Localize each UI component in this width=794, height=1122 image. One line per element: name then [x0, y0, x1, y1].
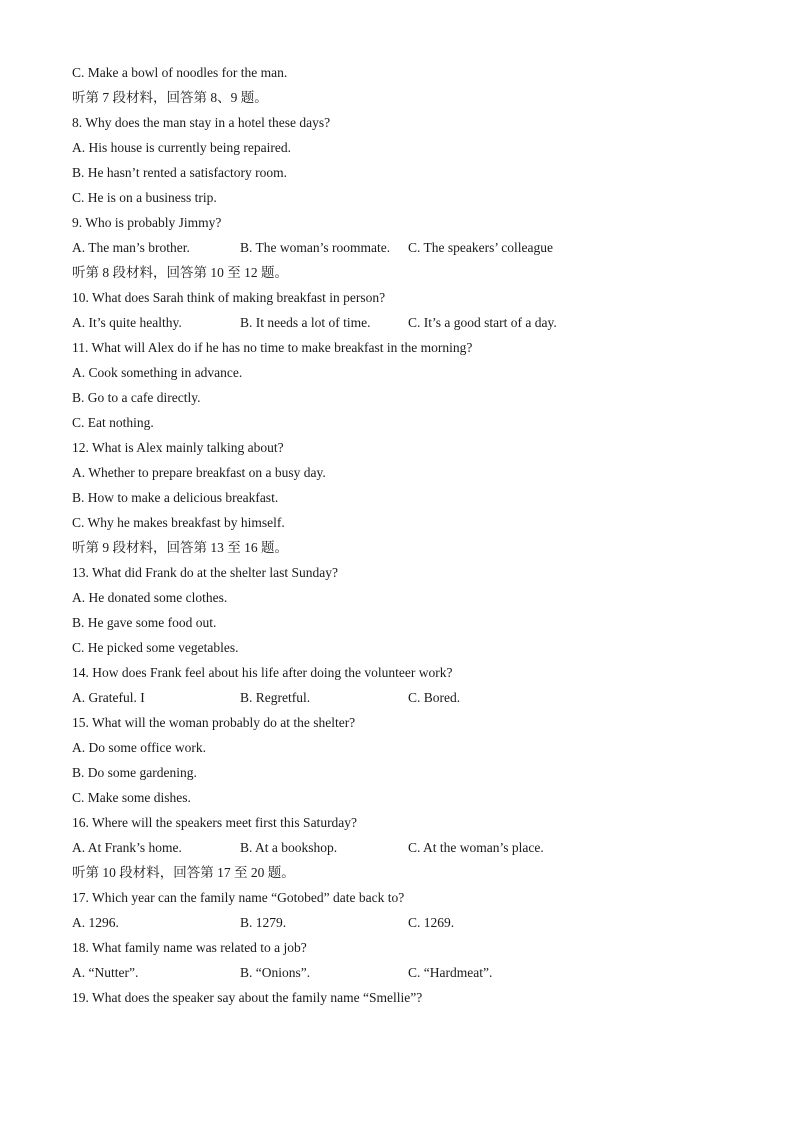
section-instruction: 听第 7 段材料，回答第 8、9 题。	[72, 90, 268, 105]
answer-option: C. 1269.	[408, 915, 455, 930]
answer-option: C. It’s a good start of a day.	[408, 315, 557, 330]
question-line: 11. What will Alex do if he has no time to make breakfast in the morning?	[72, 340, 473, 355]
answer-option: B. He gave some food out.	[72, 615, 217, 630]
question-line: 18. What family name was related to a job?	[72, 940, 307, 955]
answer-option: A. Grateful. I	[72, 690, 145, 705]
question-line: 15. What will the woman probably do at the shelter?	[72, 715, 356, 730]
answer-option: B. Go to a cafe directly.	[72, 390, 201, 405]
answer-option: C. Make some dishes.	[72, 790, 191, 805]
question-line: 12. What is Alex mainly talking about?	[72, 440, 284, 455]
option-row	[72, 914, 732, 939]
answer-option: B. The woman’s roommate.	[240, 240, 391, 255]
question-line: 16. Where will the speakers meet first this Saturday?	[72, 815, 358, 830]
answer-option: A. Cook something in advance.	[72, 365, 243, 380]
answer-option: B. Regretful.	[240, 690, 311, 705]
answer-option: A. Whether to prepare breakfast on a busy day.	[72, 465, 326, 480]
answer-option: C. At the woman’s place.	[408, 840, 544, 855]
answer-option: A. It’s quite healthy.	[72, 315, 182, 330]
answer-option: C. The speakers’ colleague	[408, 240, 553, 255]
option-row	[72, 964, 732, 989]
option-row	[72, 314, 732, 339]
answer-option: C. Why he makes breakfast by himself.	[72, 515, 285, 530]
answer-option: B. 1279.	[240, 915, 287, 930]
answer-option: B. Do some gardening.	[72, 765, 197, 780]
answer-option: C. He picked some vegetables.	[72, 640, 239, 655]
section-instruction: 听第 9 段材料，回答第 13 至 16 题。	[72, 540, 288, 555]
answer-option: A. The man’s brother.	[72, 240, 190, 255]
answer-option: B. It needs a lot of time.	[240, 315, 371, 330]
question-line: 9. Who is probably Jimmy?	[72, 215, 222, 230]
answer-option: B. He hasn’t rented a satisfactory room.	[72, 165, 287, 180]
option-row	[72, 689, 732, 714]
option-row	[72, 239, 732, 264]
answer-option: C. Eat nothing.	[72, 415, 154, 430]
section-instruction: 听第 8 段材料，回答第 10 至 12 题。	[72, 265, 288, 280]
exam-page	[72, 64, 732, 1014]
answer-option: B. How to make a delicious breakfast.	[72, 490, 279, 505]
question-line: 14. How does Frank feel about his life after doing the volunteer work?	[72, 665, 453, 680]
option-row	[72, 839, 732, 864]
answer-option: A. 1296.	[72, 915, 119, 930]
answer-option: C. Bored.	[408, 690, 461, 705]
answer-option: A. At Frank’s home.	[72, 840, 182, 855]
question-line: 17. Which year can the family name “Gotobed” date back to?	[72, 890, 405, 905]
question-line: 13. What did Frank do at the shelter last Sunday?	[72, 565, 338, 580]
answer-option: C. Make a bowl of noodles for the man.	[72, 65, 288, 80]
question-line: 19. What does the speaker say about the family name “Smellie”?	[72, 990, 423, 1005]
answer-option: C. “Hardmeat”.	[408, 965, 493, 980]
answer-option: B. “Onions”.	[240, 965, 311, 980]
answer-option: A. His house is currently being repaired.	[72, 140, 291, 155]
answer-option: A. “Nutter”.	[72, 965, 139, 980]
answer-option: A. Do some office work.	[72, 740, 206, 755]
question-line: 10. What does Sarah think of making breakfast in person?	[72, 290, 386, 305]
answer-option: A. He donated some clothes.	[72, 590, 228, 605]
question-line: 8. Why does the man stay in a hotel these days?	[72, 115, 331, 130]
answer-option: B. At a bookshop.	[240, 840, 338, 855]
answer-option: C. He is on a business trip.	[72, 190, 217, 205]
section-instruction: 听第 10 段材料，回答第 17 至 20 题。	[72, 865, 295, 880]
